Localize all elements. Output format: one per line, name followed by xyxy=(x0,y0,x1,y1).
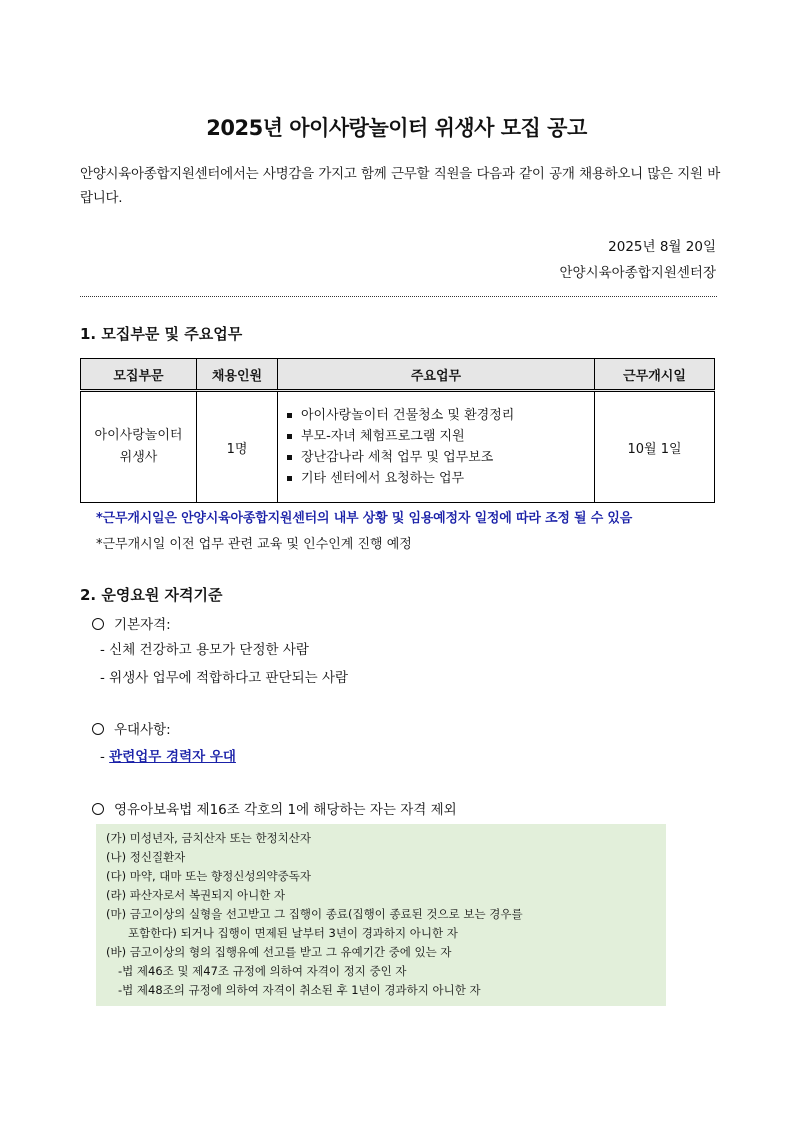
header-count: 채용인원 xyxy=(197,359,278,391)
issuing-organization: 안양시육아종합지원센터장 xyxy=(559,265,716,281)
exclusion-box xyxy=(96,824,666,1006)
exclusion-item: (가) 미성년자, 금치산자 또는 한정치산자 xyxy=(106,831,311,845)
exclusion-label xyxy=(92,798,457,818)
exclusion-item: (바) 금고이상의 형의 집행유예 선고를 받고 그 유예기간 중에 있는 자 xyxy=(106,945,452,959)
header-start-date: 근무개시일 xyxy=(595,359,715,391)
exclusion-item: (다) 마약, 대마 또는 향정신성의약중독자 xyxy=(106,869,311,883)
header-duties: 주요업무 xyxy=(278,359,595,391)
table-row xyxy=(81,391,715,503)
exclusion-item: -법 제48조의 규정에 의하여 자격이 취소된 후 1년이 경과하지 아니한 자 xyxy=(118,983,481,997)
cell-start-date: 10월 1일 xyxy=(595,391,715,503)
exclusion-item: (마) 금고이상의 실형을 선고받고 그 집행이 종료(집행이 종료된 것으로 보는 경우를 xyxy=(106,907,523,921)
table-header-row xyxy=(81,359,715,391)
duty-item: 아이사랑놀이터 건물청소 및 환경정리 xyxy=(286,405,594,426)
duties-list xyxy=(286,405,594,489)
preference-item xyxy=(100,745,236,765)
cell-count: 1명 xyxy=(197,391,278,503)
exclusion-item: 포함한다) 되거나 집행이 면제된 날부터 3년이 경과하지 아니한 자 xyxy=(128,926,458,940)
preference-text: 관련업무 경력자 우대 xyxy=(109,749,236,765)
exclusion-label-text: 영유아보육법 제16조 각호의 1에 해당하는 자는 자격 제외 xyxy=(114,802,457,818)
exclusion-item: -법 제46조 및 제47조 규정에 의하여 자격이 정지 중인 자 xyxy=(118,964,407,978)
notice-date: 2025년 8월 20일 xyxy=(608,239,716,255)
page-title: 2025년 아이사랑놀이터 위생사 모집 공고 xyxy=(206,116,587,140)
intro-paragraph: 안양시육아종합지원센터에서는 사명감을 가지고 함께 근무할 직원을 다음과 같이 공개 채용하오니 많은 지원 바랍니다. xyxy=(80,166,720,206)
basic-item: - 위생사 업무에 적합하다고 판단되는 사람 xyxy=(100,670,349,686)
training-note: *근무개시일 이전 업무 관련 교육 및 인수인계 진행 예정 xyxy=(96,537,412,552)
pref-label-text: 우대사항: xyxy=(114,722,171,738)
duty-item: 장난감나라 세척 업무 및 업무보조 xyxy=(286,447,594,468)
header-department: 모집부문 xyxy=(81,359,197,391)
exclusion-item: (라) 파산자로서 복권되지 아니한 자 xyxy=(106,888,286,902)
basic-item: - 신체 건강하고 용모가 단정한 사람 xyxy=(100,642,309,658)
circle-bullet-icon xyxy=(92,618,104,630)
basic-qualification-label xyxy=(92,613,171,633)
department-line1: 아이사랑놀이터 xyxy=(94,428,183,443)
recruitment-table xyxy=(80,358,715,503)
start-date-note: *근무개시일은 안양시육아종합지원센터의 내부 상황 및 임용예정자 일정에 따라 조정 될 수 있음 xyxy=(96,511,633,526)
circle-bullet-icon xyxy=(92,723,104,735)
circle-bullet-icon xyxy=(92,803,104,815)
basic-label-text: 기본자격: xyxy=(114,617,171,633)
duty-item: 부모-자녀 체험프로그램 지원 xyxy=(286,426,594,447)
exclusion-item: (나) 정신질환자 xyxy=(106,850,186,864)
dotted-divider xyxy=(80,296,717,297)
section2-heading: 2. 운영요원 자격기준 xyxy=(80,586,223,604)
duty-item: 기타 센터에서 요청하는 업무 xyxy=(286,468,594,489)
cell-duties xyxy=(278,391,595,503)
preference-dash: - xyxy=(100,749,110,765)
cell-department xyxy=(81,391,197,503)
department-line2: 위생사 xyxy=(119,450,158,465)
preference-label xyxy=(92,718,171,738)
section1-heading: 1. 모집부문 및 주요업무 xyxy=(80,325,243,343)
